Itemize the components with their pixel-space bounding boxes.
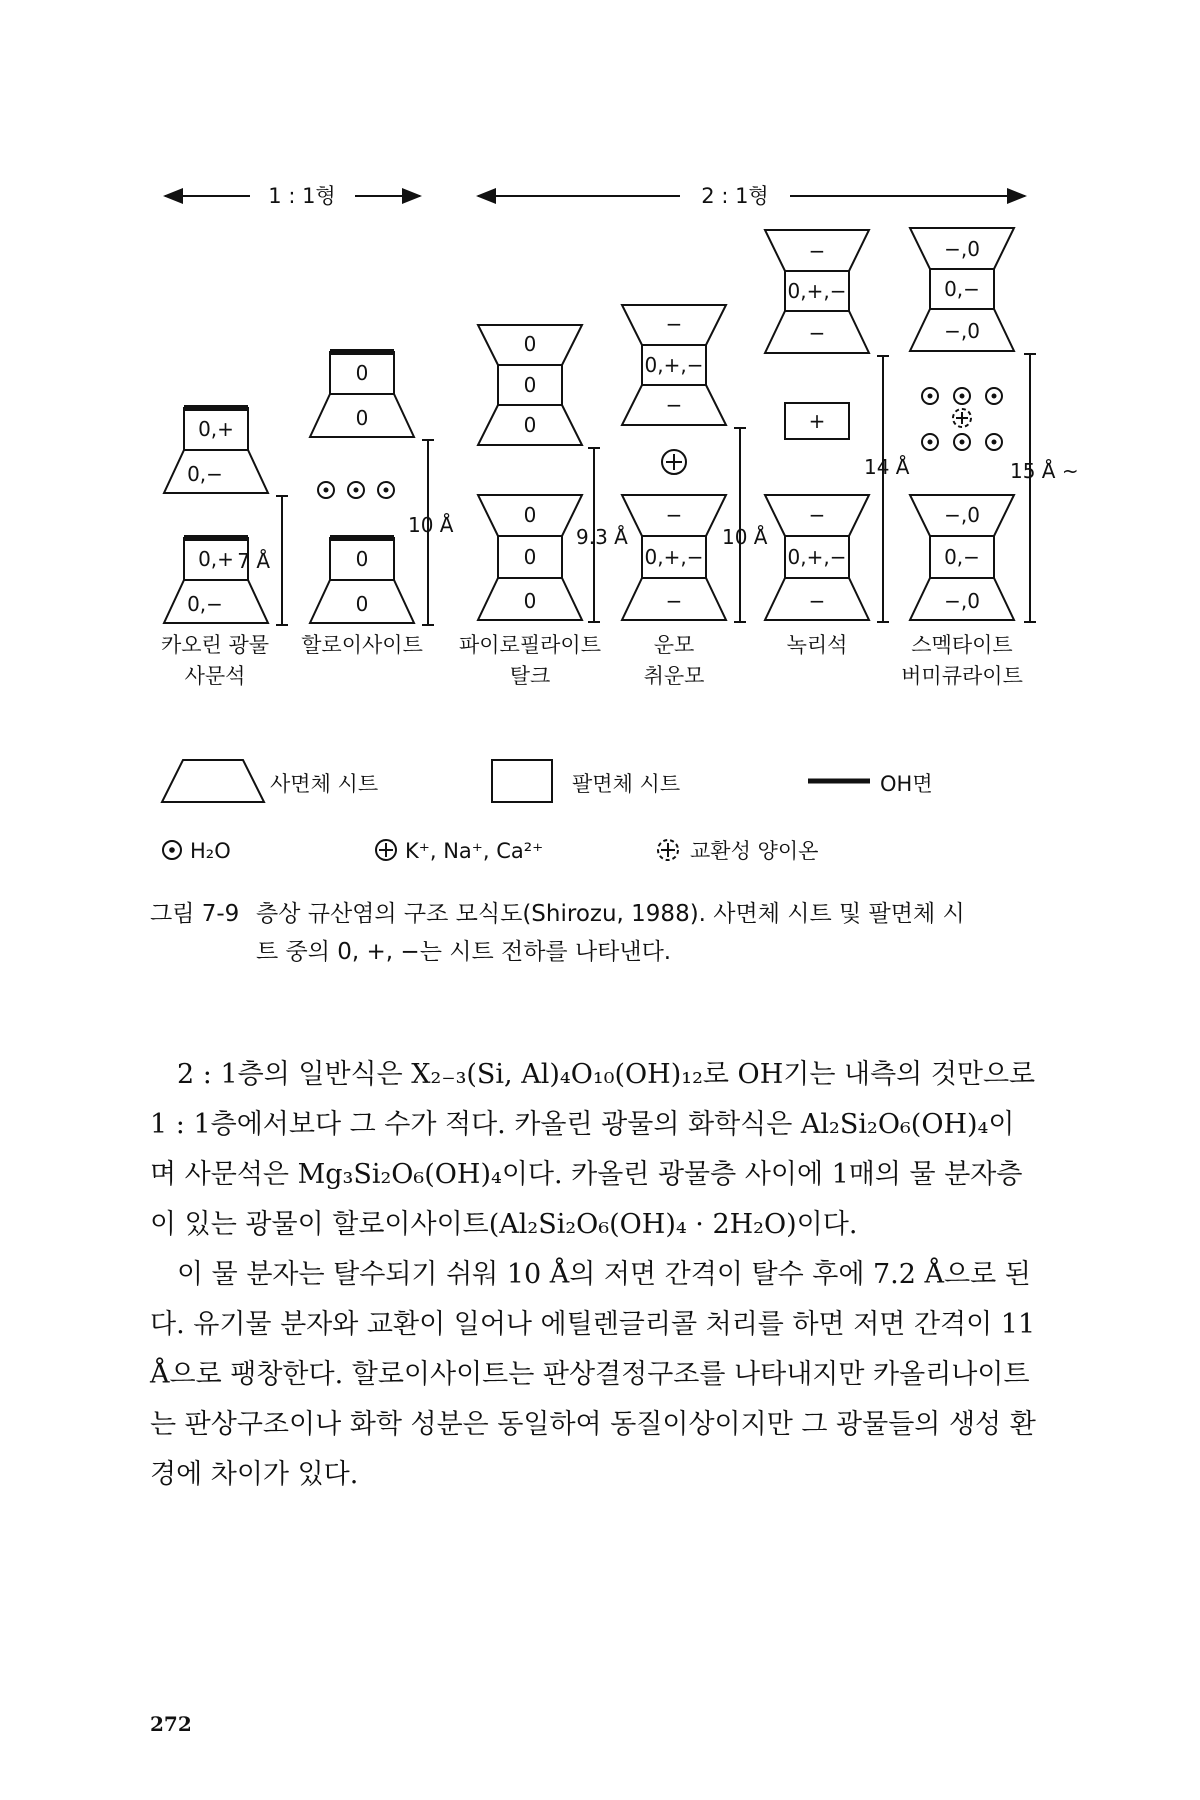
svg-text:0: 0	[355, 547, 369, 571]
mineral-name: 녹리석	[786, 633, 848, 657]
octahedral-sheet-swatch	[492, 760, 552, 802]
mineral-name: 할로이사이트	[301, 633, 423, 657]
svg-text:7 Å: 7 Å	[237, 549, 270, 573]
caption-line-2: 트 중의 0, +, −는 시트 전하를 나타낸다.	[256, 939, 672, 965]
svg-text:15 Å ~: 15 Å ~	[1010, 459, 1079, 483]
legend-exchange: 교환성 양이온	[690, 839, 819, 863]
svg-text:−: −	[808, 321, 826, 345]
spacing-9-3A	[576, 448, 628, 622]
caption-label: 그림 7-9	[150, 901, 240, 927]
spacing-10A-mica	[722, 428, 768, 622]
svg-text:10 Å: 10 Å	[408, 513, 454, 537]
structure-kaolin	[164, 408, 268, 623]
spacing-10A-halloysite	[408, 440, 454, 625]
legend-tetrahedral: 사면체 시트	[270, 772, 379, 796]
page-number: 272	[150, 1712, 192, 1736]
mineral-name: 취운모	[643, 664, 705, 688]
svg-text:0: 0	[355, 406, 369, 430]
mineral-name: 버미큐라이트	[901, 664, 1023, 688]
svg-text:0,+,−: 0,+,−	[787, 545, 847, 569]
interlayer-water-and-cations	[922, 388, 1002, 450]
header-2to1	[478, 184, 1025, 208]
svg-text:−: −	[665, 589, 683, 613]
mineral-name: 스멕타이트	[911, 633, 1013, 657]
mineral-name: 운모	[653, 633, 695, 657]
svg-text:0: 0	[523, 373, 537, 397]
structure-halloysite	[310, 352, 414, 623]
svg-text:0,−: 0,−	[944, 277, 980, 301]
tetrahedral-sheet-swatch	[162, 760, 264, 802]
figure-caption	[150, 895, 1040, 971]
svg-text:−: −	[665, 503, 683, 527]
svg-text:10 Å: 10 Å	[722, 525, 768, 549]
interlayer-cation-icon	[662, 450, 686, 474]
mineral-name: 탈크	[509, 664, 551, 688]
structure-chlorite	[765, 230, 869, 620]
svg-text:0,−: 0,−	[187, 592, 223, 616]
svg-text:−: −	[808, 503, 826, 527]
svg-text:0,+: 0,+	[198, 547, 234, 571]
spacing-14A	[864, 356, 910, 622]
svg-text:0: 0	[523, 503, 537, 527]
svg-text:0: 0	[523, 545, 537, 569]
svg-text:+: +	[808, 409, 826, 433]
svg-text:0: 0	[355, 361, 369, 385]
svg-text:−: −	[808, 589, 826, 613]
clay-structure-figure	[0, 0, 1200, 890]
header-2to1-label: 2 : 1형	[701, 184, 769, 208]
mineral-name: 사문석	[184, 664, 246, 688]
legend-cations: K⁺, Na⁺, Ca²⁺	[405, 839, 544, 863]
cation-icon	[376, 840, 396, 860]
spacing-15A	[1010, 354, 1079, 622]
water-molecules	[318, 482, 394, 498]
mineral-names	[161, 633, 1023, 688]
svg-text:0,+,−: 0,+,−	[644, 545, 704, 569]
caption-line-1: 그림 7-9 층상 규산염의 구조 모식도(Shirozu, 1988). 사면체 시트 및 팔면체 시	[150, 895, 1040, 933]
svg-text:0: 0	[355, 592, 369, 616]
structure-pyrophyllite	[478, 325, 582, 620]
svg-text:−: −	[808, 239, 826, 263]
svg-text:−,0: −,0	[944, 589, 980, 613]
svg-text:0: 0	[523, 413, 537, 437]
legend-octahedral: 팔면체 시트	[572, 772, 681, 796]
svg-text:0,−: 0,−	[187, 462, 223, 486]
mineral-name: 파이로필라이트	[458, 633, 602, 657]
svg-text:0,+: 0,+	[198, 417, 234, 441]
svg-text:14 Å: 14 Å	[864, 455, 910, 479]
svg-text:0,+,−: 0,+,−	[644, 353, 704, 377]
svg-text:−,0: −,0	[944, 319, 980, 343]
svg-text:−: −	[665, 312, 683, 336]
structure-smectite	[910, 228, 1014, 620]
legend	[162, 760, 933, 863]
legend-water: H₂O	[190, 839, 231, 863]
body-text	[150, 1050, 1040, 1500]
exchange-cation-icon	[658, 840, 678, 860]
svg-text:−: −	[665, 393, 683, 417]
svg-text:0: 0	[523, 332, 537, 356]
mineral-name: 카오린 광물	[160, 633, 270, 657]
svg-text:−,0: −,0	[944, 503, 980, 527]
svg-text:0: 0	[523, 589, 537, 613]
svg-text:−,0: −,0	[944, 237, 980, 261]
paragraph-2: 이 물 분자는 탈수되기 쉬워 10 Å의 저면 간격이 탈수 후에 7.2 Å으로 된다. 유기물 분자와 교환이 일어나 에틸렌글리콜 처리를 하면 저면 간격이 11 Å으로 팽창한다. 할로이사이트는 판상결정구조를 나타내지만 카올리나이트는 판상구조이나 화학 성분은 동일하여 동질이상이지만 그 광물들의 생성 환경에 차이가 있다.	[150, 1259, 1036, 1490]
spacing-7A	[237, 496, 288, 625]
svg-text:9.3 Å: 9.3 Å	[576, 525, 628, 549]
svg-text:0,−: 0,−	[944, 545, 980, 569]
structure-mica	[622, 305, 726, 620]
legend-oh: OH면	[880, 772, 933, 796]
paragraph-1: 2 : 1층의 일반식은 X₂₋₃(Si, Al)₄O₁₀(OH)₁₂로 OH기는 내측의 것만으로 1 : 1층에서보다 그 수가 적다. 카올린 광물의 화학식은 Al₂Si₂O₆(OH)₄이며 사문석은 Mg₃Si₂O₆(OH)₄이다. 카올린 광물층 사이에 1매의 물 분자층이 있는 광물이 할로이사이트(Al₂Si₂O₆(OH)₄ · 2H₂O)이다.	[150, 1059, 1036, 1240]
svg-text:0,+,−: 0,+,−	[787, 279, 847, 303]
header-1to1	[165, 184, 420, 208]
header-1to1-label: 1 : 1형	[268, 184, 336, 208]
